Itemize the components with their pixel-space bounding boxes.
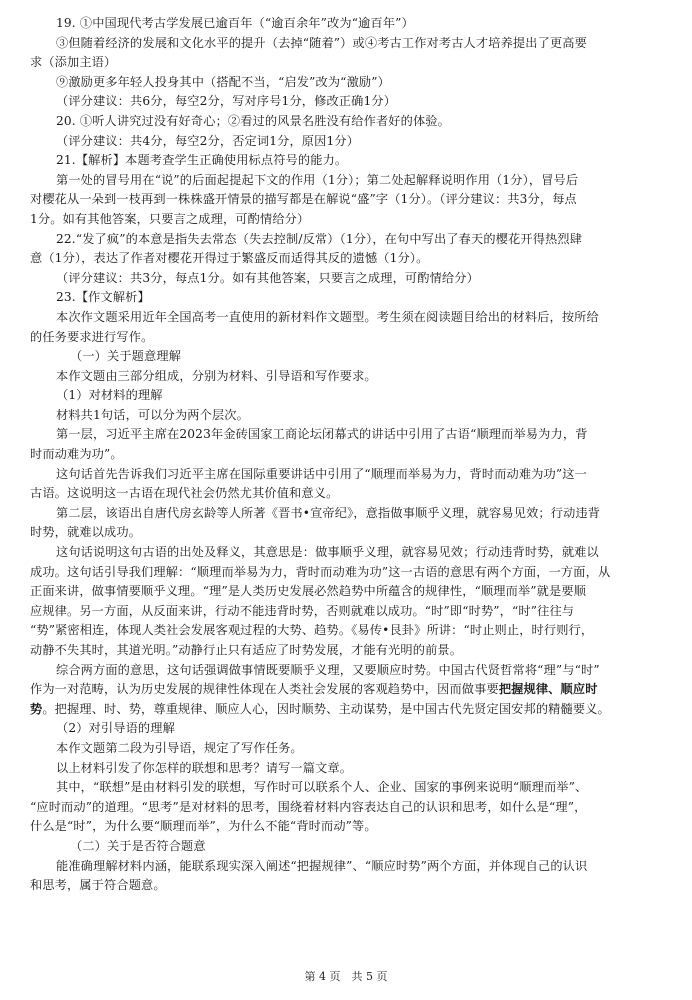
text-line: 时而动难为功”。 <box>30 447 123 462</box>
text-line: ⑨激励更多年轻人投身其中（搭配不当，“启发”改为“激励”） <box>56 74 390 89</box>
text-line: ③但随着经济的发展和文化水平的提升（去掉“随着”）或④考古工作对考古人才培养提出了更高要 <box>56 35 587 50</box>
text-line: “应时而动”的道理。“思考”是对材料的思考，围绕着材料内容表达自己的认识和思考，如什么是“理”， <box>30 799 587 814</box>
text-line-q19: 19. ①中国现代考古学发展已逾百年（“逾百余年”改为“逾百年”） <box>56 16 414 30</box>
text-line: 求（添加主语） <box>30 55 117 70</box>
text-line: 意（1分），表达了作者对樱花开得过于繁盛反而适得其反的遗憾（1分）。 <box>30 251 429 266</box>
text-line: 第一处的冒号用在“说”的后面起提起下文的作用（1分）；第二处起解释说明作用（1分），冒号后 <box>56 172 579 187</box>
text-line: 这句话首先告诉我们习近平主席在国际重要讲话中引用了“顺理而举易为力，背时而动难为功”这一 <box>56 466 587 481</box>
text-line: 应规律。另一方面，从反面来讲，行动不能违背时势，否则就难以成功。“时”即“时势”，“时”往往与 <box>30 603 575 618</box>
text-line-q23: 23.【作文解析】 <box>56 290 150 305</box>
text-line: 其中，“联想”是由材料引发的联想，写作时可以联系个人、企业、国家的事例来说明“顺理而举”、 <box>56 780 588 795</box>
page-footer: 第 4 页 共 5 页 <box>304 970 388 983</box>
text-line: 本作文题第二段为引导语，规定了写作任务。 <box>56 740 303 755</box>
text-line: 本次作文题采用近年全国高考一直使用的新材料作文题型。考生须在阅读题目给出的材料后，按所给 <box>56 309 599 324</box>
text-line: 这句话说明这句古语的出处及释义，其意思是：做事顺乎义理，就容易见效；行动违背时势，就难以 <box>56 545 599 560</box>
bold-phrase: 把握规律、顺应时 <box>498 682 598 697</box>
text-line: 和思考，属于符合题意。 <box>30 878 166 893</box>
text-line: “势”紧密相连，体现人类社会发展客观过程的大势、趋势。《易传•艮卦》所讲：“时止则止，时行则行， <box>30 623 594 638</box>
text-line: 对樱花从一朵到一枝再到一株株盛开情景的描写都是在解说“盛”字（1分）。（评分建议：共3分，每点 <box>30 192 577 207</box>
section-heading: （一）关于题意理解 <box>70 349 182 364</box>
text-line: 时势，就难以成功。 <box>30 525 142 540</box>
text-line: 古语。这说明这一古语在现代社会仍然尤其价值和意义。 <box>30 486 339 501</box>
text-segment: 。把握理、时、势，尊重规律、顺应人心，因时顺势、主动谋势，是中国古代先贤定国安邦的精髓要义。 <box>42 701 610 716</box>
text-line: 以上材料引发了你怎样的联想和思考？请写一篇文章。 <box>56 760 353 775</box>
text-line: 本作文题由三部分组成，分别为材料、引导语和写作要求。 <box>56 368 377 383</box>
subsection-heading: （2）对引导语的理解 <box>56 721 175 736</box>
text-line: 第一层，习近平主席在2023年金砖国家工商论坛闭幕式的讲话中引用了古语“顺理而举易为力，背 <box>56 427 588 442</box>
text-line: 正面来讲，做事情要顺乎义理。“理”是人类历史发展必然趋势中所蕴含的规律性，“顺理而举”就是要顺 <box>30 584 587 599</box>
text-line-q22: 22.“发了疯”的本意是指失去常态（失去控制/反常）（1分），在句中写出了春天的樱花开得热烈肆 <box>56 231 583 246</box>
subsection-heading: （1）对材料的理解 <box>56 388 163 403</box>
text-segment: 作为一对范畴，认为历史发展的规律性体现在人类社会发展的客观趋势中，因而做事要 <box>30 682 499 697</box>
bold-phrase: 势 <box>30 701 43 716</box>
text-line: 成功。这句话引导我们理解：“顺理而举易为力，背时而动难为功”这一古语的意思有两个方面，一方面，从 <box>30 564 611 579</box>
text-line: 材料共1句话，可以分为两个层次。 <box>56 407 249 422</box>
text-line: 什么是“时”，为什么要“顺理而举”，为什么不能“背时而动”等。 <box>30 819 377 834</box>
text-line: 第二层，该语出自唐代房玄龄等人所著《晋书•宣帝纪》，意指做事顺乎义理，就容易见效；行动违背 <box>56 505 601 520</box>
text-line-with-bold <box>30 700 662 720</box>
text-line: 1分。如有其他答案，只要言之成理，可酌情给分） <box>30 211 310 226</box>
scoring-note: （评分建议：共6分，每空2分，写对序号1分，修改正确1分） <box>56 94 397 109</box>
text-line-q20: 20. ①听人讲究过没有好奇心；②看过的风景名胜没有给作者好的体验。 <box>56 113 450 128</box>
text-line: 动静不失其时，其道光明。”动静行止只有适应了时势发展，才能有光明的前景。 <box>30 643 463 657</box>
text-line: 综合两方面的意思，这句话强调做事情既要顺乎义理，又要顺应时势。中国古代贤哲常将“理”与“时” <box>56 662 600 677</box>
text-line-q21: 21.【解析】本题考查学生正确使用标点符号的能力。 <box>56 153 348 168</box>
text-line: 的任务要求进行写作。 <box>30 329 154 344</box>
text-line-with-bold <box>30 680 662 700</box>
text-line: 能准确理解材料内涵，能联系现实深入阐述“把握规律”、“顺应时势”两个方面，并体现自己的认识 <box>56 858 588 873</box>
scoring-note: （评分建议：共4分，每空2分，否定词1分，原因1分） <box>56 133 360 148</box>
section-heading: （二）关于是否符合题意 <box>70 838 206 853</box>
scoring-note: （评分建议：共3分，每点1分。如有其他答案，只要言之成理，可酌情给分） <box>56 270 479 285</box>
